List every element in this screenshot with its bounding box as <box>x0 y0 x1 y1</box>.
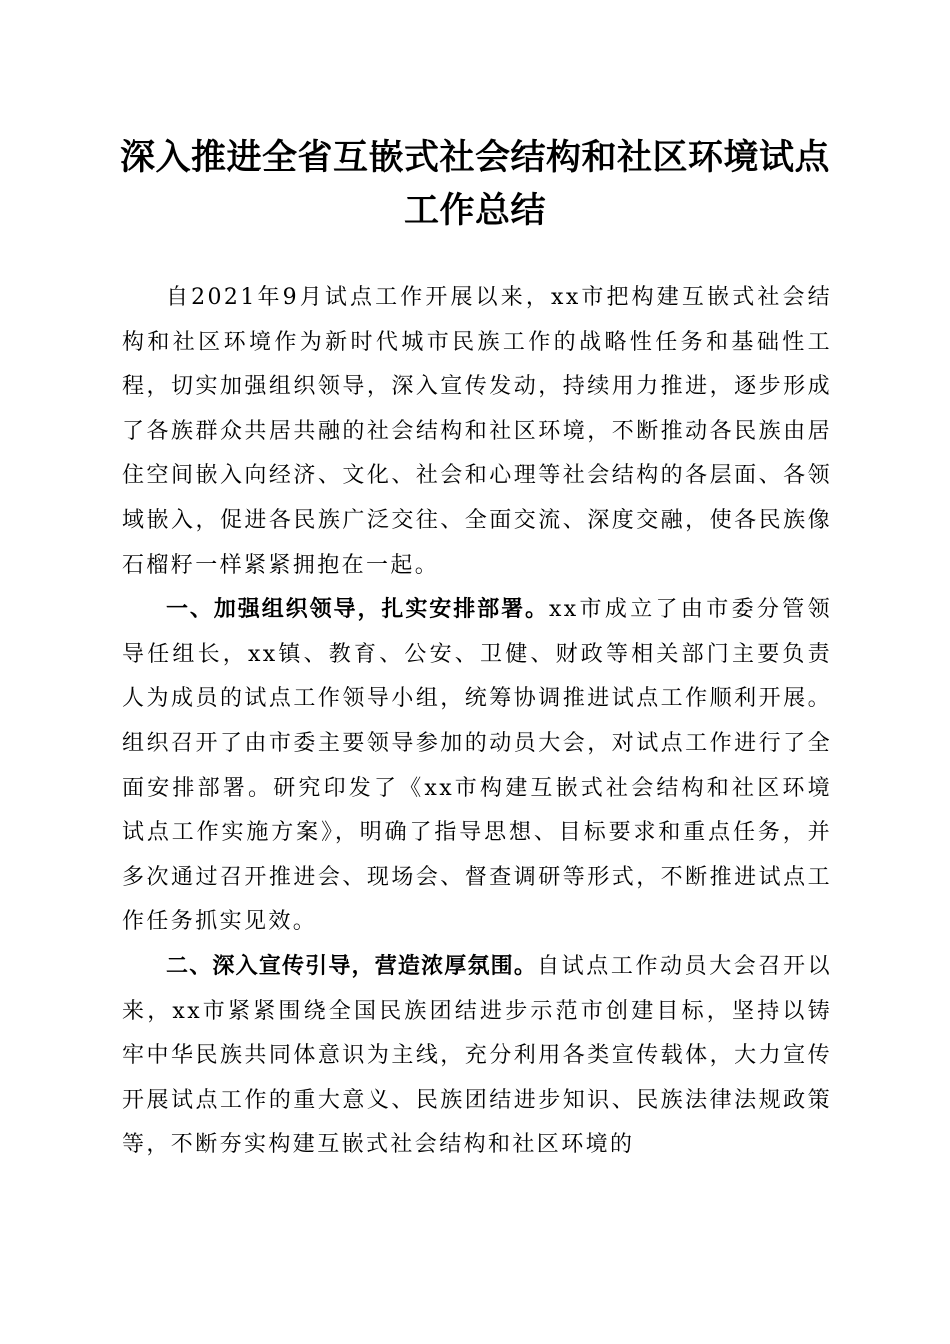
paragraph-section-1 <box>122 588 832 945</box>
document-title <box>100 132 850 238</box>
paragraph-text: xx市成立了由市委分管领导任组长，xx镇、教育、公安、卫健、财政等相关部门主要负责人为成员的试点工作领导小组，统筹协调推进试点工作顺利开展。组织召开了由市委主要领导参加的动员大会，对试点工作进行了全面安排部署。研究印发了《xx市构建互嵌式社会结构和社区环境试点工作实施方案》，明确了指导思想、目标要求和重点任务，并多次通过召开推进会、现场会、督查调研等形式，不断推进试点工作任务抓实见效。 <box>122 597 832 935</box>
paragraph-section-2 <box>122 945 832 1168</box>
section-heading: 一、加强组织领导，扎实安排部署。 <box>166 597 549 623</box>
title-line-2: 工作总结 <box>403 191 546 231</box>
document-body <box>122 276 832 1168</box>
section-heading: 二、深入宣传引导，营造浓厚氛围。 <box>166 953 538 979</box>
paragraph-text: 自2021年9月试点工作开展以来，xx市把构建互嵌式社会结构和社区环境作为新时代城市民族工作的战略性任务和基础性工程，切实加强组织领导，深入宣传发动，持续用力推进，逐步形成了各族群众共居共融的社会结构和社区环境，不断推动各民族由居住空间嵌入向经济、文化、社会和心理等社会结构的各层面、各领域嵌入，促进各民族广泛交往、全面交流、深度交融，使各民族像石榴籽一样紧紧拥抱在一起。 <box>122 285 832 578</box>
title-line-1: 深入推进全省互嵌式社会结构和社区环境试点 <box>119 138 830 178</box>
paragraph-intro <box>122 276 832 588</box>
paragraph-text: 自试点工作动员大会召开以来，xx市紧紧围绕全国民族团结进步示范市创建目标，坚持以铸牢中华民族共同体意识为主线，充分利用各类宣传载体，大力宣传开展试点工作的重大意义、民族团结进步知识、民族法律法规政策等，不断夯实构建互嵌式社会结构和社区环境的 <box>122 953 832 1158</box>
